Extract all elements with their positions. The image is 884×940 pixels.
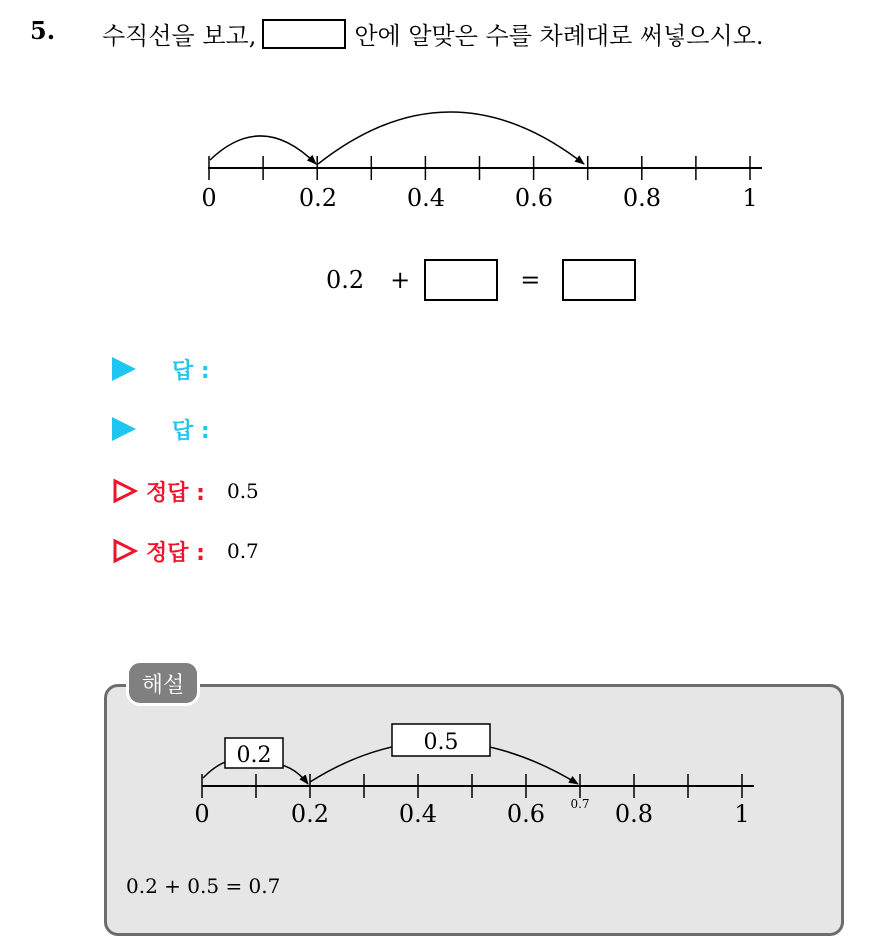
number-line xyxy=(0,0,884,240)
answer-label: 답 : xyxy=(172,358,210,384)
solution-jump-label-2: 0.5 xyxy=(423,730,459,755)
answer-label: 답 : xyxy=(172,418,210,444)
question-text-before: 수직선을 보고, xyxy=(102,22,257,50)
tick-label-0: 0 xyxy=(201,184,217,212)
tick-label-3: 0.6 xyxy=(514,184,554,212)
play-triangle-icon xyxy=(112,417,136,441)
answer-row-1 xyxy=(112,354,210,384)
solution-tag: 해설 xyxy=(126,660,200,706)
solution-tick-label-4: 0.8 xyxy=(614,800,654,828)
solution-equation: 0.2 + 0.5 = 0.7 xyxy=(126,874,281,898)
solution-small-label: 0.7 xyxy=(570,797,590,811)
tick-label-5: 1 xyxy=(742,184,758,212)
equation-blank-2[interactable] xyxy=(562,259,636,301)
tick-label-4: 0.8 xyxy=(622,184,662,212)
correct-answer-row-1 xyxy=(112,476,259,506)
question-number: 5. xyxy=(30,16,56,45)
solution-tick-label-1: 0.2 xyxy=(290,800,330,828)
tick-label-2: 0.4 xyxy=(406,184,446,212)
correct-answer-value: 0.5 xyxy=(226,479,259,503)
equation-left: 0.2 xyxy=(326,266,365,294)
outline-triangle-icon xyxy=(112,538,138,564)
play-triangle-icon xyxy=(112,357,136,381)
solution-number-line xyxy=(0,700,884,840)
question-text-after: 안에 알맞은 수를 차례대로 써넣으시오. xyxy=(354,22,764,50)
outline-triangle-icon xyxy=(112,478,138,504)
solution-jump-label-1: 0.2 xyxy=(236,743,272,768)
solution-tick-label-5: 1 xyxy=(734,800,750,828)
solution-tick-label-2: 0.4 xyxy=(398,800,438,828)
correct-answer-value: 0.7 xyxy=(226,539,259,563)
equation xyxy=(326,258,636,302)
correct-answer-label: 정답 : xyxy=(146,540,205,566)
equation-equals: = xyxy=(520,266,541,294)
answer-row-2 xyxy=(112,414,210,444)
correct-answer-row-2 xyxy=(112,536,259,566)
equation-blank-1[interactable] xyxy=(424,259,498,301)
solution-tick-label-3: 0.6 xyxy=(506,800,546,828)
jump-arc-2 xyxy=(318,112,584,164)
solution-tick-label-0: 0 xyxy=(194,800,210,828)
tick-label-1: 0.2 xyxy=(298,184,338,212)
correct-answer-label: 정답 : xyxy=(146,480,205,506)
equation-plus: + xyxy=(390,266,411,294)
